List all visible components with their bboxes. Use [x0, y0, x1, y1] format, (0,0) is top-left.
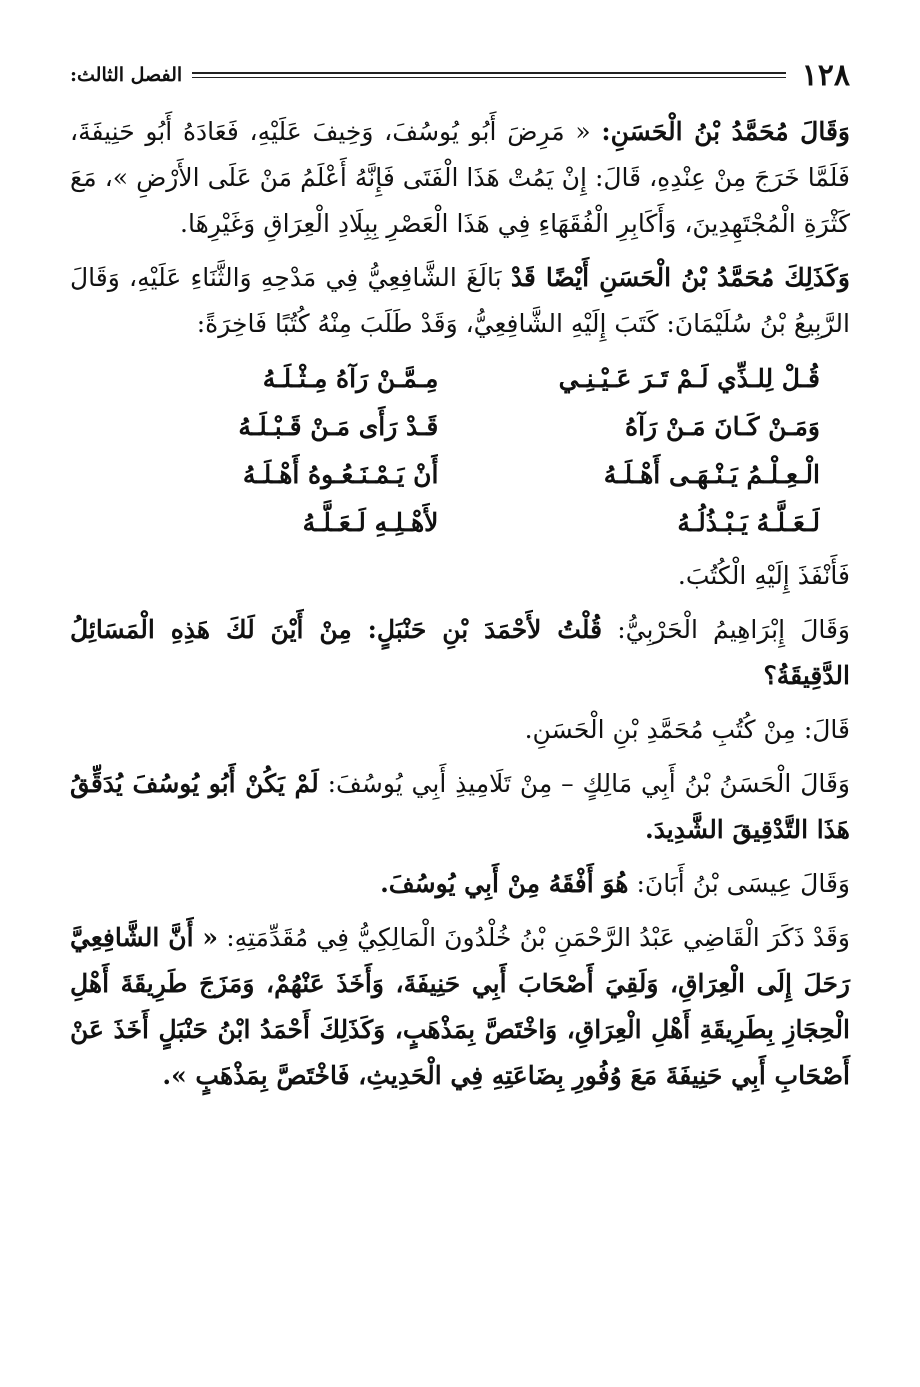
paragraph-text: « مَرِضَ أَبُو يُوسُفَ، وَخِيفَ عَلَيْهِ، فَعَادَهُ أَبُو حَنِيفَةَ، فَلَمَّا خَرَجَ مِنْ عِنْدِهِ، قَالَ: إِنْ يَمُتْ هَذَا الْفَتَى فَإِنَّهُ أَعْلَمُ مَنْ عَلَى الأَرْضِ »، مَعَ كَثْرَةِ الْمُجْتَهِدِينَ، وَأَكَابِرِ الْفُقَهَاءِ فِي هَذَا الْعَصْرِ بِبِلَادِ الْعِرَاقِ وَغَيْرِهَا.: [70, 117, 850, 238]
verse-first-hemistich: وَمَـنْ كَـانَ مَـنْ رَآهُ: [625, 412, 820, 441]
paragraph-lead: وَكَذَلِكَ مُحَمَّدُ بْنُ الْحَسَنِ أَيْضًا قَدْ: [510, 263, 850, 292]
verse-first-hemistich: الْـعِـلْـمُ يَـنْـهَـى أَهْـلَـهُ: [603, 460, 820, 489]
book-page: [70, 55, 850, 1107]
poem: [100, 355, 820, 547]
verse-first-hemistich: قُـلْ لِلـذِّي لَـمْ تَـرَ عَـيْـنِـي: [558, 364, 820, 393]
paragraph: [70, 915, 850, 1099]
verse-first-hemistich: لَـعَـلَّـهُ يَـبْـذُلُـهُ: [677, 508, 820, 537]
paragraph: [70, 761, 850, 853]
poem-verse: [100, 403, 820, 451]
paragraph: [70, 255, 850, 347]
paragraph-text: بَالَغَ الشَّافِعِيُّ فِي مَدْحِهِ وَالثَّنَاءِ عَلَيْهِ، وَقَالَ الرَّبِيعُ بْنُ سُلَيْمَانَ: كَتَبَ إِلَيْهِ الشَّافِعِيُّ، وَقَدْ طَلَبَ مِنْهُ كُتُبًا فَاخِرَةً:: [70, 263, 850, 338]
paragraph-text: وَقَالَ إِبْرَاهِيمُ الْحَرْبِيُّ:: [617, 615, 850, 644]
chapter-title: الفصل الثالث:: [70, 64, 183, 86]
paragraph-lead: وَقَالَ مُحَمَّدُ بْنُ الْحَسَنِ:: [601, 117, 850, 146]
paragraph: فَأَنْفَذَ إِلَيْهِ الْكُتُبَ.: [677, 561, 850, 590]
verse-second-hemistich: مِـمَّـنْ رَآهُ مِـثْـلَـهُ: [262, 364, 439, 393]
paragraph-quote: « أَنَّ الشَّافِعِيَّ رَحَلَ إِلَى الْعِرَاقِ، وَلَقِيَ أَصْحَابَ أَبِي حَنِيفَةَ، وَأَخَذَ عَنْهُمْ، وَمَزَجَ طَرِيقَةَ أَهْلِ الْحِجَازِ بِطَرِيقَةِ أَهْلِ الْعِرَاقِ، وَاخْتَصَّ بِمَذْهَبٍ، وَكَذَلِكَ أَحْمَدُ ابْنُ حَنْبَلٍ أَخَذَ عَنْ أَصْحَابِ أَبِي حَنِيفَةَ مَعَ وُفُورِ بِضَاعَتِهِ فِي الْحَدِيثِ، فَاخْتَصَّ بِمَذْهَبٍ ».: [70, 923, 850, 1090]
paragraph-quote: هُوَ أَفْقَهُ مِنْ أَبِي يُوسُفَ.: [380, 869, 629, 898]
body-text: [70, 109, 850, 1099]
verse-second-hemistich: قَـدْ رَأَى مَـنْ قَـبْـلَـهُ: [238, 412, 439, 441]
paragraph: [70, 109, 850, 247]
page-header: [70, 55, 850, 95]
poem-verse: [100, 355, 820, 403]
paragraph: [70, 707, 850, 753]
paragraph-text: وَقَدْ ذَكَرَ الْقَاضِي عَبْدُ الرَّحْمَنِ بْنُ خُلْدُونَ الْمَالِكِيُّ فِي مُقَدِّمَتِهِ:: [226, 923, 850, 952]
paragraph: [70, 607, 850, 699]
paragraph: [70, 861, 850, 907]
paragraph-text: وَقَالَ عِيسَى بْنُ أَبَانَ:: [636, 869, 850, 898]
verse-second-hemistich: لأَهْـلِـهِ لَـعَـلَّـهُ: [302, 508, 439, 537]
verse-second-hemistich: أَنْ يَـمْـنَـعُـوهُ أَهْـلَـهُ: [242, 460, 439, 489]
paragraph-quote: لَمْ يَكُنْ أَبُو يُوسُفَ يُدَقِّقُ هَذَا التَّدْقِيقَ الشَّدِيدَ.: [70, 769, 850, 844]
paragraph-quote: قُلْتُ لأَحْمَدَ بْنِ حَنْبَلٍ: مِنْ أَيْنَ لَكَ هَذِهِ الْمَسَائِلُ الدَّقِيقَةُ؟: [70, 615, 850, 690]
poem-verse: [100, 499, 820, 547]
header-rule: [192, 72, 785, 78]
paragraph-text: قَالَ: مِنْ كُتُبِ مُحَمَّدِ بْنِ الْحَسَنِ.: [524, 715, 850, 744]
page-number: ١٢٨: [801, 57, 850, 93]
paragraph-text: وَقَالَ الْحَسَنُ بْنُ أَبِي مَالِكٍ – مِنْ تَلَامِيذِ أَبِي يُوسُفَ:: [327, 769, 850, 798]
poem-verse: [100, 451, 820, 499]
